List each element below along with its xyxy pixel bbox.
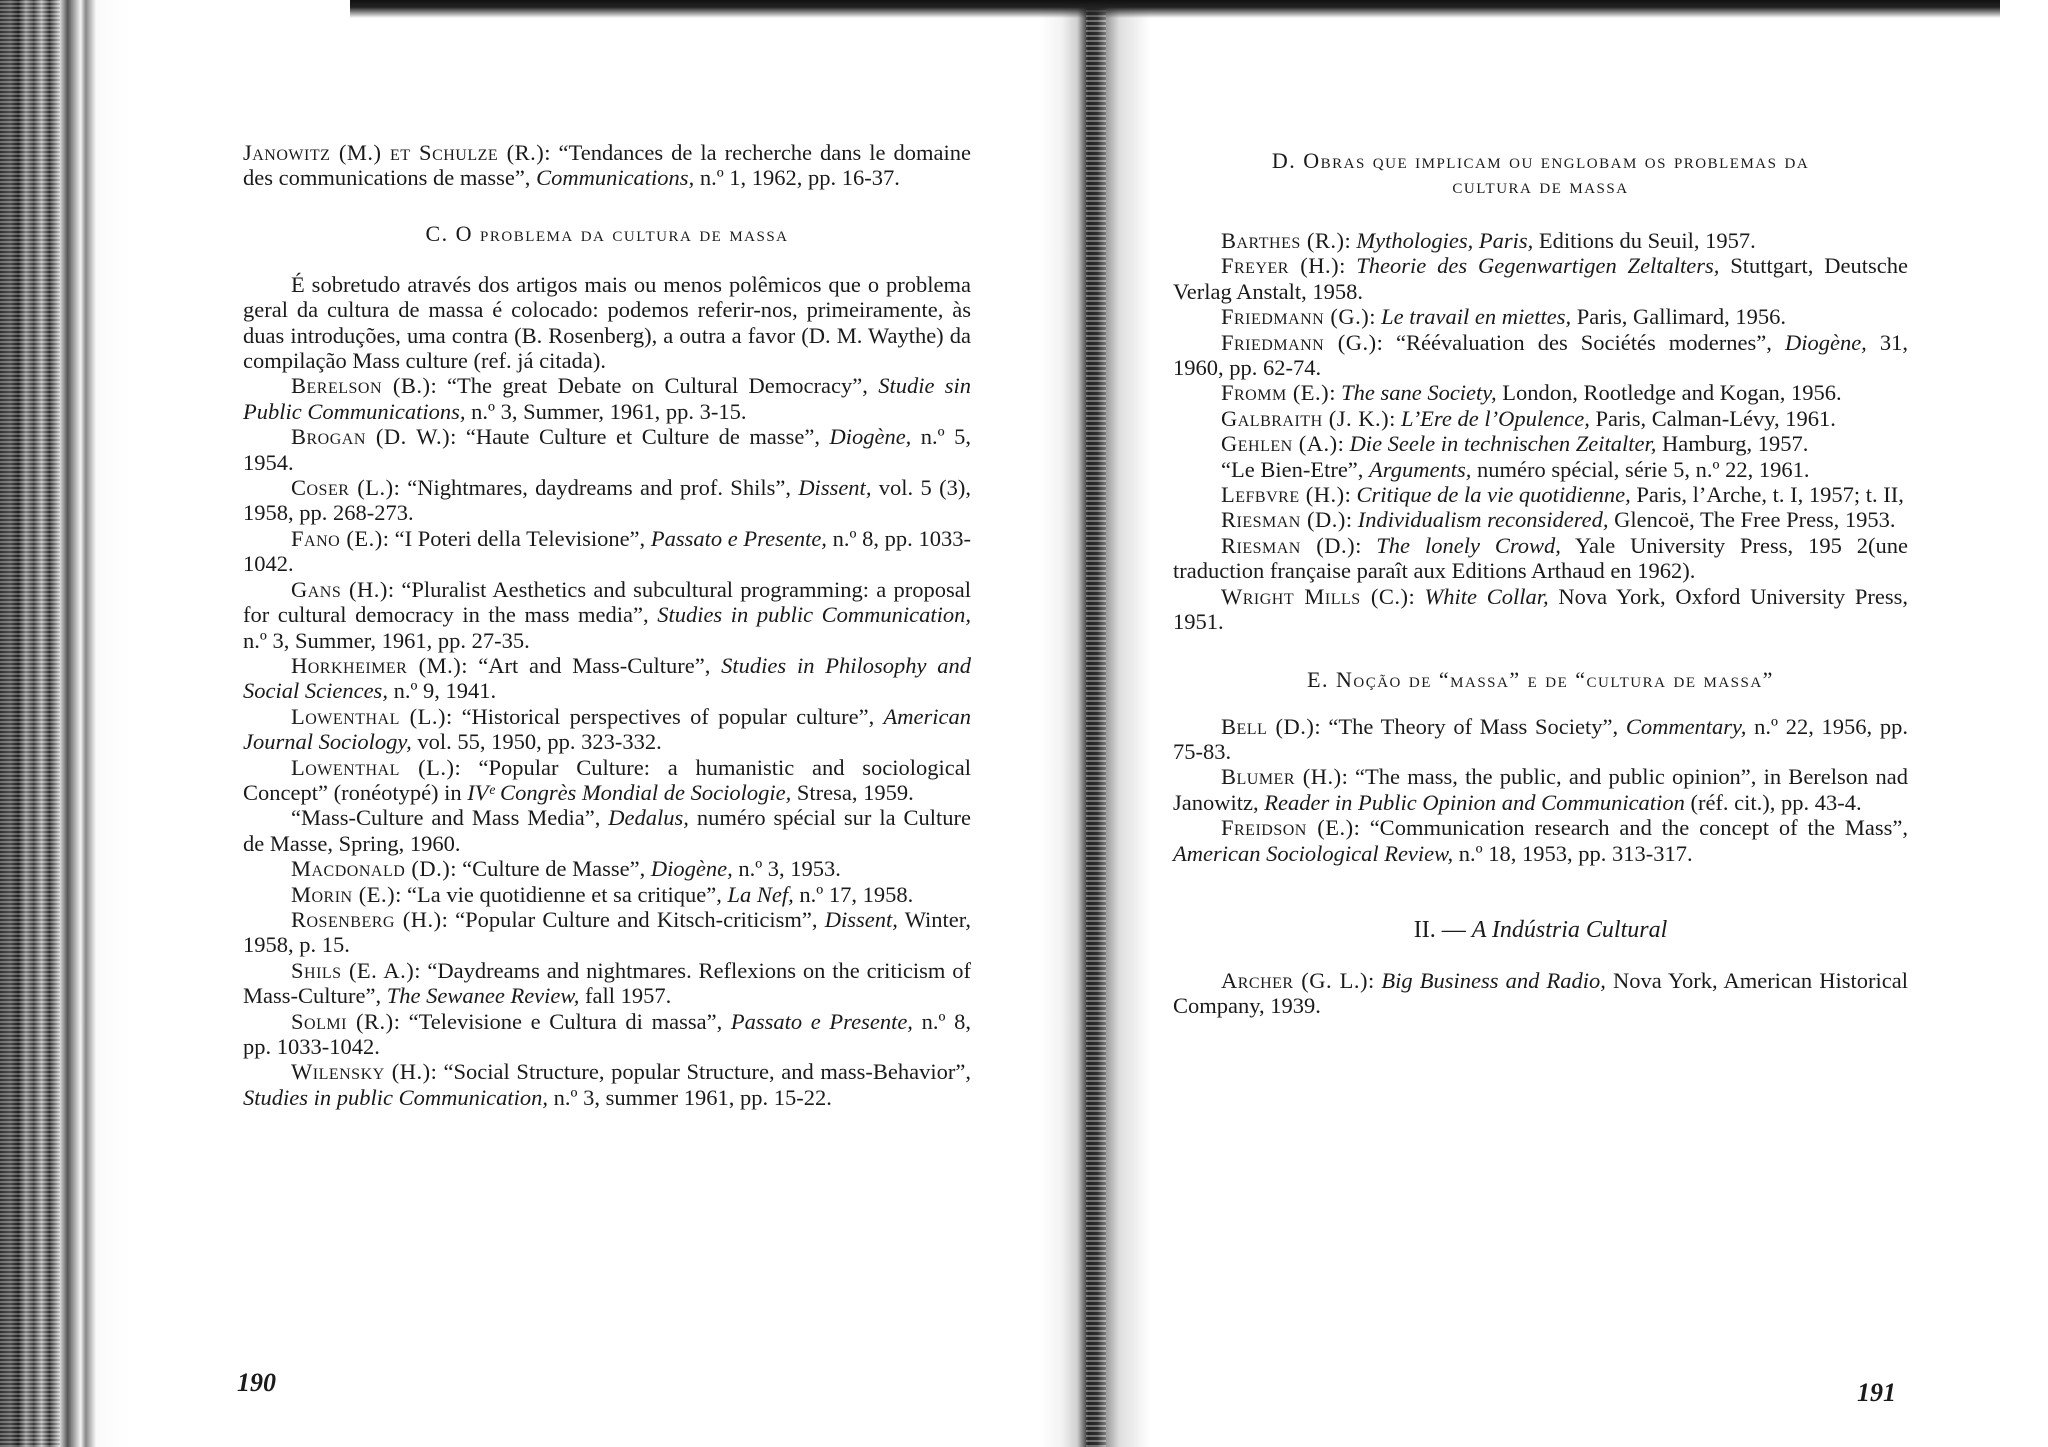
- bib-entry: [243, 958, 971, 1009]
- entry-text-post: n.º 8, pp. 1033-1042.: [243, 525, 971, 577]
- entry-title: Diogène,: [1784, 329, 1867, 355]
- entry-title: Arguments,: [1369, 456, 1472, 482]
- entry-text-pre: :: [1389, 405, 1402, 431]
- bib-entry: [1173, 815, 1908, 866]
- bib-entry: [243, 424, 971, 475]
- entry-text-pre: “Mass-Culture and Mass Media”,: [291, 805, 609, 831]
- entry-author: Freidson (E.): [1221, 815, 1354, 841]
- entry-text-post: Winter, 1958, p. 15.: [243, 906, 971, 958]
- entry-author: Archer (G. L.): [1221, 967, 1369, 993]
- bib-entry: [1173, 714, 1908, 765]
- entry-author: Macdonald (D.): [291, 856, 451, 882]
- entry-author: Berelson (B.): [291, 373, 431, 399]
- entry-text-post: Glencoë, The Free Press, 1953.: [1608, 507, 1896, 533]
- entry-author: Solmi (R.): [291, 1008, 394, 1034]
- entry-author: Fano (E.): [291, 525, 383, 551]
- entry-text-pre: : “La vie quotidienne et sa critique”,: [395, 881, 728, 907]
- left-page: [243, 140, 971, 1110]
- entry-author: Coser (L.): [291, 475, 394, 501]
- entry-text-pre: :: [1337, 431, 1350, 457]
- left-top-entries: [243, 140, 971, 191]
- entry-text-post: vol. 55, 1950, pp. 323-332.: [411, 729, 662, 755]
- entry-author: Barthes (R.): [1221, 228, 1345, 253]
- entry-text-post: Paris, Gallimard, 1956.: [1571, 304, 1787, 330]
- entry-text-post: n.º 3, summer 1961, pp. 15-22.: [547, 1084, 832, 1110]
- entry-text-post: vol. 5 (3), 1958, pp. 268-273.: [243, 475, 971, 526]
- section-d-heading-line2: cultura de massa: [1452, 173, 1629, 198]
- entry-text-post: numéro spécial, série 5, n.º 22, 1961.: [1471, 456, 1810, 482]
- entry-title: Diogène,: [829, 424, 912, 450]
- bib-entry: [243, 805, 971, 856]
- entry-text-pre: :: [1345, 507, 1358, 533]
- entry-title: Theorie des Gegenwartigen Zeltalters,: [1356, 253, 1720, 279]
- entry-title: Reader in Public Opinion and Communication: [1264, 789, 1685, 815]
- entry-author: Riesman (D.): [1221, 532, 1356, 558]
- entry-author: Lowenthal (L.): [291, 754, 455, 780]
- entry-author: Friedmann (G.): [1221, 304, 1370, 330]
- entry-author: Lefbvre (H.): [1221, 482, 1345, 508]
- entry-title: Diogène,: [650, 856, 733, 882]
- entry-title: Big Business and Radio,: [1381, 967, 1606, 993]
- entry-title: The Sewanee Review,: [386, 983, 580, 1009]
- bib-entry: [243, 1059, 971, 1110]
- entry-title: Individualism reconsidered,: [1357, 507, 1609, 533]
- entry-author: Fromm (E.): [1221, 380, 1330, 406]
- bib-entry: [243, 373, 971, 424]
- entry-text-pre: : “The great Debate on Cultural Democracy”,: [430, 373, 879, 399]
- entry-text-pre: :: [1344, 228, 1357, 253]
- entry-text-pre: : “The mass, the public, and public opinion”, in Berelson nad Janowitz,: [1173, 764, 1908, 815]
- right-entry-list-e: [1173, 714, 1908, 866]
- bib-entry: [1173, 431, 1908, 456]
- entry-author: Horkheimer (M.): [291, 652, 462, 678]
- entry-text-post: n.º 18, 1953, pp. 313-317.: [1453, 840, 1693, 866]
- section-d-heading-line1: D. Obras que implicam ou englobam os problemas da: [1271, 148, 1810, 173]
- entry-title: Studie sin Public Communications,: [243, 373, 972, 424]
- entry-text-post: Paris, Calman-Lévy, 1961.: [1589, 405, 1836, 431]
- entry-title: Die Seele in technischen Zeitalter,: [1349, 431, 1657, 457]
- bib-entry: [243, 653, 971, 704]
- entry-text-pre: : “Nightmares, daydreams and prof. Shils”,: [393, 475, 799, 501]
- entry-title: American Sociological Review,: [1173, 840, 1454, 866]
- center-gutter: [1040, 0, 1150, 1447]
- entry-title: Dissent,: [798, 475, 872, 501]
- entry-text-post: 31, 1960, pp. 62-74.: [1173, 329, 1908, 381]
- bib-entry: [1173, 228, 1908, 253]
- bib-entry: [243, 907, 971, 958]
- bib-entry: [1173, 457, 1908, 482]
- section-e-heading: E. Noção de “massa” e de “cultura de massa”: [1307, 666, 1774, 692]
- entry-author: Gehlen (A.): [1221, 431, 1338, 457]
- entry-author: Riesman (D.): [1221, 507, 1346, 533]
- chapter-heading: [1173, 916, 1908, 944]
- entry-text-pre: :: [1408, 583, 1425, 609]
- entry-text-post: numéro spécial sur la Culture de Masse, Spring, 1960.: [243, 805, 971, 856]
- entry-text-pre: : “Daydreams and nightmares. Reflexions on the criticism of Mass-Culture”,: [243, 957, 971, 1009]
- entry-text-pre: : “Popular Culture and Kitsch-criticism”,: [441, 906, 825, 932]
- entry-text-pre: :: [1344, 482, 1357, 508]
- entry-text-pre: : “Culture de Masse”,: [450, 856, 651, 882]
- top-page-edge: [350, 0, 2000, 18]
- entry-title: IVᵉ Congrès Mondial de Sociologie,: [467, 779, 792, 805]
- entry-author: Lowenthal (L.): [291, 703, 447, 729]
- right-entry-list-d: [1173, 228, 1908, 635]
- entry-text-post: fall 1957.: [579, 983, 672, 1009]
- bib-entry: [1173, 380, 1908, 405]
- entry-author: Galbraith (J. K.): [1221, 405, 1390, 431]
- entry-text-post: (réf. cit.), pp. 43-4.: [1684, 789, 1862, 815]
- entry-title: Communications,: [536, 165, 695, 191]
- bib-entry: [243, 755, 971, 806]
- entry-text-pre: : “I Poteri della Televisione”,: [382, 525, 651, 551]
- bib-entry: [1173, 507, 1908, 532]
- entry-title: Dedalus,: [608, 805, 689, 831]
- entry-title: La Nef,: [727, 881, 794, 907]
- bib-entry: [243, 882, 971, 907]
- page-number-right: 191: [1857, 1378, 1896, 1407]
- entry-author: Wright Mills (C.): [1221, 583, 1409, 609]
- entry-text-pre: : “Communication research and the concept of the Mass”,: [1353, 815, 1908, 841]
- entry-text-post: n.º 3, 1953.: [732, 856, 841, 882]
- entry-text-post: n.º 1, 1962, pp. 16-37.: [694, 165, 900, 191]
- entry-title: L’Ere de l’Opulence,: [1401, 405, 1590, 431]
- entry-author: Friedmann (G.): [1221, 329, 1377, 355]
- left-binding-shadow: [0, 0, 130, 1447]
- entry-text-pre: :: [1329, 380, 1342, 406]
- bib-entry: [1173, 253, 1908, 304]
- bib-entry: [243, 1009, 971, 1060]
- entry-text-post: n.º 17, 1958.: [793, 881, 914, 907]
- entry-text-pre: : “Historical perspectives of popular culture”,: [446, 703, 884, 729]
- entry-text-pre: :: [1368, 967, 1382, 993]
- entry-text-pre: :: [1339, 253, 1357, 279]
- entry-title: Passato e Presente,: [650, 525, 827, 551]
- entry-text-pre: : “Popular Culture: a humanistic and sociological Concept” (ronéotypé) in: [243, 754, 971, 805]
- entry-author: Bell (D.): [1221, 713, 1315, 739]
- entry-text-post: Editions du Seuil, 1957.: [1533, 228, 1756, 253]
- entry-title: American Journal Sociology,: [243, 703, 971, 755]
- entry-author: Janowitz (M.) et Schulze (R.): [243, 140, 545, 165]
- bib-entry: [243, 577, 971, 653]
- entry-author: Rosenberg (H.): [291, 906, 442, 932]
- bib-entry: [1173, 764, 1908, 815]
- entry-author: Gans (H.): [291, 576, 388, 602]
- bib-entry: [1173, 482, 1908, 507]
- entry-text-pre: : “Televisione e Cultura di massa”,: [393, 1008, 731, 1034]
- chapter-title: A Indústria Cultural: [1471, 916, 1668, 943]
- entry-title: Commentary,: [1625, 713, 1747, 739]
- entry-title: Critique de la vie quotidienne,: [1356, 482, 1631, 508]
- bib-entry: [243, 856, 971, 881]
- entry-text-post: n.º 5, 1954.: [243, 424, 971, 475]
- entry-text-post: Stresa, 1959.: [791, 779, 914, 805]
- entry-text-pre: “Le Bien-Etre”,: [1221, 456, 1370, 482]
- section-c-intro: É sobretudo através dos artigos mais ou menos polêmicos que o problema geral da cultura de massa é colocado: podemos referir-nos, primeiramente, às duas introduções, uma contra (B. Rosenberg), a outra a favor (D. M. Waythe) da compilação Mass culture (ref. já citada).: [243, 271, 971, 374]
- entry-title: Passato e Presente,: [730, 1008, 913, 1034]
- entry-title: Studies in public Communication,: [657, 602, 971, 628]
- entry-text-post: Yale University Press, 195 2(une traduction française paraît aux Editions Arthaud en 1962).: [1173, 532, 1908, 584]
- right-page: [1173, 148, 1908, 1019]
- entry-author: Freyer (H.): [1221, 253, 1340, 279]
- entry-text-post: Nova York, American Historical Company, 1939.: [1173, 967, 1908, 1019]
- entry-text-pre: : “Pluralist Aesthetics and subcultural programming: a proposal for cultural democracy in the mass media”,: [243, 576, 971, 628]
- bib-entry: [1173, 533, 1908, 584]
- entry-title: Mythologies, Paris,: [1356, 228, 1534, 253]
- entry-text-post: Paris, l’Arche, t. I, 1957; t. II,: [1630, 482, 1904, 508]
- entry-text-post: n.º 22, 1956, pp. 75-83.: [1173, 713, 1909, 764]
- entry-author: Brogan (D. W.): [291, 424, 451, 450]
- entry-author: Wilensky (H.): [291, 1059, 431, 1085]
- left-entry-list: [243, 373, 971, 1110]
- chapter-prefix: II. —: [1413, 916, 1472, 943]
- entry-text-post: London, Rootledge and Kogan, 1956.: [1496, 380, 1842, 406]
- entry-text-post: Stuttgart, Deutsche Verlag Anstalt, 1958.: [1173, 253, 1908, 304]
- entry-text-post: Nova York, Oxford University Press, 1951.: [1173, 583, 1908, 635]
- section-c-heading: C. O problema da cultura de massa: [425, 220, 789, 246]
- entry-text-pre: :: [1355, 532, 1377, 558]
- entry-text-pre: : “Réévaluation des Sociétés modernes”,: [1376, 329, 1785, 355]
- entry-text-pre: : “Social Structure, popular Structure, and mass-Behavior”,: [430, 1059, 971, 1085]
- bib-entry: [243, 140, 971, 191]
- entry-text-post: n.º 8, pp. 1033-1042.: [243, 1008, 971, 1059]
- right-entry-list-ii: [1173, 968, 1908, 1019]
- entry-text-pre: : “Art and Mass-Culture”,: [461, 652, 722, 678]
- bib-entry: [243, 475, 971, 526]
- entry-title: The lonely Crowd,: [1376, 532, 1561, 558]
- entry-text-post: n.º 3, Summer, 1961, pp. 3-15.: [465, 398, 747, 424]
- entry-title: Le travail en miettes,: [1381, 304, 1572, 330]
- bib-entry: [243, 704, 971, 755]
- entry-text-pre: : “Tendances de la recherche dans le domaine des communications de masse”,: [243, 140, 971, 191]
- bib-entry: [243, 526, 971, 577]
- entry-text-post: n.º 9, 1941.: [387, 678, 497, 704]
- entry-text-pre: : “The Theory of Mass Society”,: [1314, 713, 1626, 739]
- entry-text-post: Hamburg, 1957.: [1656, 431, 1809, 457]
- bib-entry: [1173, 304, 1908, 329]
- entry-author: Blumer (H.): [1221, 764, 1342, 790]
- entry-title: Studies in public Communication,: [243, 1084, 548, 1110]
- entry-author: Morin (E.): [291, 881, 396, 907]
- entry-title: The sane Society,: [1341, 380, 1497, 406]
- entry-text-pre: : “Haute Culture et Culture de masse”,: [450, 424, 830, 450]
- bib-entry: [1173, 584, 1908, 635]
- entry-title: Studies in Philosophy and Social Sciences,: [243, 652, 971, 704]
- entry-title: White Collar,: [1424, 583, 1549, 609]
- page-number-left: 190: [237, 1368, 276, 1397]
- entry-author: Shils (E. A.): [291, 957, 415, 983]
- bib-entry: [1173, 406, 1908, 431]
- entry-text-pre: :: [1369, 304, 1382, 330]
- entry-text-post: n.º 3, Summer, 1961, pp. 27-35.: [243, 627, 530, 653]
- bib-entry: [1173, 968, 1908, 1019]
- entry-title: Dissent,: [824, 906, 898, 932]
- bib-entry: [1173, 330, 1908, 381]
